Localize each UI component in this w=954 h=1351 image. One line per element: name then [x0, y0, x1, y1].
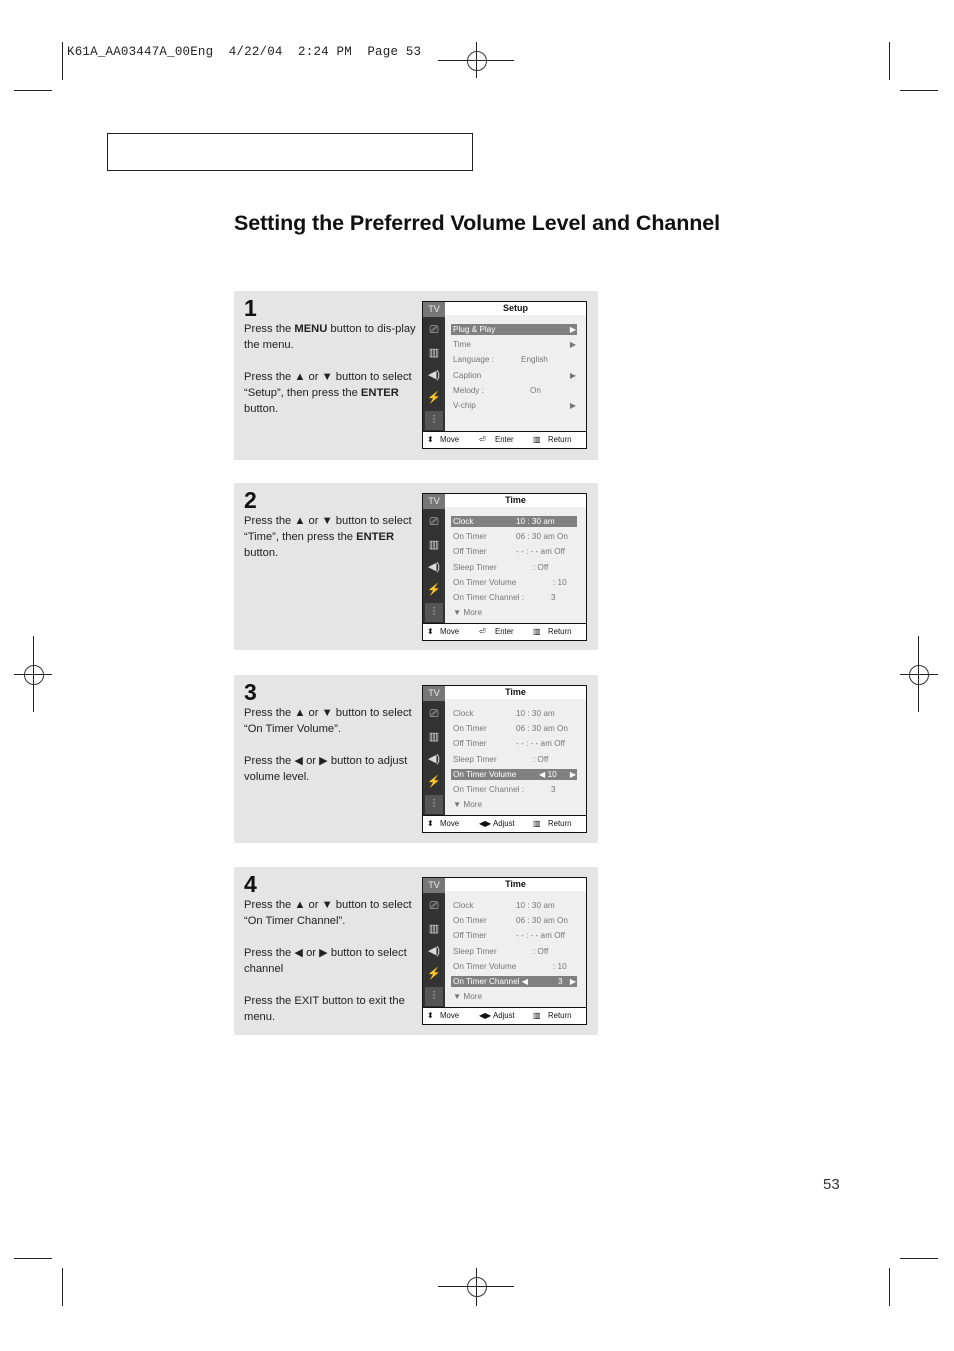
footer-return-label: Return [548, 819, 572, 828]
footer-move-label: Move [440, 435, 460, 444]
menu-item[interactable] [451, 354, 577, 365]
antenna-icon[interactable]: ⚡ [427, 391, 441, 404]
menu-item-label: Melody : [453, 385, 484, 395]
setup-icon[interactable]: ⫶ [425, 987, 443, 1006]
chevron-right-icon: ▶ [569, 401, 576, 410]
key-name: MENU [294, 323, 328, 335]
step-instructions [244, 321, 416, 433]
footer-move-label: Move [440, 627, 460, 636]
instruction-paragraph: Press the MENU button to dis-play the menu. [244, 323, 416, 351]
sound-icon[interactable]: ▥ [428, 538, 440, 551]
menu-item-value: 3 [551, 785, 556, 794]
menu-item-label: On Timer Channel : [453, 593, 524, 602]
menu-item-value: 10 : 30 am [516, 709, 555, 718]
step-panel [234, 483, 598, 650]
step-instructions [244, 705, 416, 801]
instruction-paragraph: Press the ◀ or ▶ button to adjust volume level. [244, 755, 408, 783]
menu-title: Time [505, 879, 526, 889]
menu-item-label: Clock [453, 517, 474, 526]
menu-sidebar [423, 686, 445, 815]
chevron-right-icon: ▶ [569, 370, 576, 380]
tv-label: TV [423, 878, 445, 893]
menu-item-value: ◀ 10 [539, 769, 557, 779]
move-icon: ⬍ [427, 627, 434, 636]
tv-label: TV [423, 686, 445, 701]
step-number: 4 [244, 871, 257, 897]
setup-icon[interactable]: ⫶ [425, 795, 443, 814]
footer-mid-label: Adjust [493, 819, 515, 828]
move-icon: ⬍ [427, 435, 434, 444]
step-number: 3 [244, 679, 257, 705]
move-icon: ⬍ [427, 819, 434, 828]
menu-item-value: 10 : 30 am [516, 517, 555, 526]
setup-icon[interactable]: ⫶ [425, 411, 443, 430]
menu-item[interactable] [451, 769, 577, 780]
footer-mid-label: Adjust [493, 1011, 515, 1020]
menu-item-value: 3 [558, 977, 563, 986]
menu-items [445, 699, 586, 815]
menu-item-label: Clock [453, 709, 474, 718]
return-icon: ▥ [533, 1011, 541, 1020]
menu-footer [423, 815, 586, 832]
move-icon: ⬍ [427, 1011, 434, 1020]
menu-item[interactable] [451, 531, 577, 542]
menu-item-value: : Off [533, 754, 549, 764]
sound-icon[interactable]: ▥ [428, 922, 440, 935]
page-title: Setting the Preferred Volume Level and Channel [234, 211, 721, 235]
menu-item[interactable] [451, 324, 577, 335]
step-instructions [244, 513, 416, 577]
menu-items [445, 507, 586, 623]
adjust-icon: ◀▶ [479, 819, 491, 828]
picture-icon[interactable]: ⎚ [429, 324, 439, 336]
menu-item[interactable] [451, 546, 577, 557]
menu-item-label: V-chip [453, 401, 476, 410]
menu-item[interactable] [451, 738, 577, 749]
step-number: 2 [244, 487, 257, 513]
key-name: ENTER [360, 387, 399, 399]
enter-icon: ⏎ [479, 435, 486, 444]
menu-item[interactable] [451, 577, 577, 588]
menu-item-value: 06 : 30 am On [516, 724, 568, 734]
menu-item-value: 3 [551, 593, 556, 602]
menu-items [445, 315, 586, 431]
picture-icon[interactable]: ⎚ [429, 516, 439, 528]
sound-icon[interactable]: ▥ [428, 346, 440, 359]
menu-screen [422, 685, 587, 833]
sound-icon[interactable]: ▥ [428, 730, 440, 743]
menu-item-label: On Timer Channel : [453, 785, 524, 794]
chapter-header-box [107, 133, 473, 171]
menu-item-value: : Off [533, 562, 549, 572]
menu-item[interactable] [451, 607, 577, 618]
print-slug: K61A_AA03447A_00Eng 4/22/04 2:24 PM Page 53 [67, 45, 422, 59]
menu-item[interactable] [451, 754, 577, 765]
footer-mid-label: Enter [495, 627, 514, 636]
menu-sidebar [423, 878, 445, 1007]
instruction-paragraph: Press the ▲ or ▼ button to select “On Timer Volume”. [244, 707, 412, 735]
step-instructions [244, 897, 416, 1041]
menu-title: Time [505, 495, 526, 505]
crop-mark [889, 1268, 890, 1306]
speaker-icon[interactable]: ◀) [427, 945, 441, 957]
menu-item-label: Clock [453, 901, 474, 910]
tv-label: TV [423, 302, 445, 317]
menu-item[interactable] [451, 516, 577, 527]
menu-title: Setup [502, 303, 528, 313]
menu-footer [423, 623, 586, 640]
menu-sidebar [423, 494, 445, 623]
menu-items [445, 891, 586, 1007]
menu-item[interactable] [451, 723, 577, 734]
menu-item[interactable] [451, 400, 577, 411]
menu-screen [422, 493, 587, 641]
menu-item-label: Sleep Timer [453, 946, 497, 956]
menu-title: Time [505, 687, 526, 697]
footer-return-label: Return [548, 1011, 572, 1020]
menu-item-label: On Timer Volume [453, 769, 517, 779]
menu-item-value: : 10 [553, 577, 567, 587]
menu-item[interactable] [451, 900, 577, 911]
menu-footer [423, 1007, 586, 1024]
menu-item-label: Caption [453, 370, 482, 380]
menu-item-label: Off Timer [453, 547, 487, 557]
picture-icon[interactable]: ⎚ [429, 708, 439, 720]
menu-screen [422, 301, 587, 449]
menu-item[interactable] [451, 976, 577, 987]
menu-item-value: English [521, 355, 548, 365]
instruction-paragraph: Press the EXIT button to exit the menu. [244, 995, 405, 1023]
crop-mark [14, 90, 52, 91]
footer-move-label: Move [440, 819, 460, 828]
footer-return-label: Return [548, 435, 572, 444]
menu-item-label: ▼ More [453, 800, 483, 810]
menu-item[interactable] [451, 961, 577, 972]
menu-item-value: 06 : 30 am On [516, 532, 568, 542]
menu-item[interactable] [451, 339, 577, 350]
picture-icon[interactable]: ⎚ [429, 900, 439, 912]
page-number: 53 [823, 1176, 840, 1193]
menu-footer [423, 431, 586, 448]
instruction-paragraph: Press the ◀ or ▶ button to select channel [244, 947, 407, 975]
step-number: 1 [244, 295, 257, 321]
menu-item[interactable] [451, 799, 577, 810]
enter-icon: ⏎ [479, 627, 486, 636]
footer-return-label: Return [548, 627, 572, 636]
menu-item-value: : 10 [553, 961, 567, 971]
menu-item-value: On [530, 385, 541, 395]
speaker-icon[interactable]: ◀) [427, 753, 441, 765]
menu-screen [422, 877, 587, 1025]
menu-item[interactable] [451, 784, 577, 795]
menu-item-label: On Timer [453, 724, 487, 734]
menu-item[interactable] [451, 991, 577, 1002]
menu-item[interactable] [451, 592, 577, 603]
menu-item-value: 06 : 30 am On [516, 916, 568, 926]
instruction-paragraph: Press the ▲ or ▼ button to select “On Timer Channel”. [244, 899, 412, 927]
menu-item[interactable] [451, 915, 577, 926]
antenna-icon[interactable]: ⚡ [427, 775, 441, 788]
menu-item-label: Off Timer [453, 931, 487, 941]
step-panel [234, 675, 598, 843]
menu-item-value: - - : - - am Off [516, 931, 565, 941]
adjust-icon: ◀▶ [479, 1011, 491, 1020]
antenna-icon[interactable]: ⚡ [427, 967, 441, 980]
menu-item[interactable] [451, 370, 577, 381]
menu-item-label: On Timer Volume [453, 577, 517, 587]
menu-item[interactable] [451, 708, 577, 719]
menu-item-value: 10 : 30 am [516, 901, 555, 910]
chevron-right-icon: ▶ [569, 769, 576, 779]
menu-item-label: Off Timer [453, 739, 487, 749]
step-panel [234, 291, 598, 460]
instruction-paragraph: Press the ▲ or ▼ button to select “Time”, then press the ENTER button. [244, 515, 412, 559]
chevron-right-icon: ▶ [569, 340, 576, 350]
menu-item[interactable] [451, 385, 577, 396]
crop-mark [900, 1258, 938, 1259]
menu-item[interactable] [451, 946, 577, 957]
footer-move-label: Move [440, 1011, 460, 1020]
menu-item-value: : Off [533, 946, 549, 956]
menu-item-label: Plug & Play [453, 325, 496, 334]
chevron-right-icon: ▶ [569, 325, 576, 334]
menu-item-label: On Timer [453, 916, 487, 926]
menu-item-label: On Timer Volume [453, 961, 517, 971]
menu-item-label: Sleep Timer [453, 754, 497, 764]
crop-mark [900, 90, 938, 91]
footer-mid-label: Enter [495, 435, 514, 444]
crop-mark [889, 42, 890, 80]
instruction-paragraph: Press the ▲ or ▼ button to select “Setup”, then press the ENTER button. [244, 371, 412, 415]
speaker-icon[interactable]: ◀) [427, 561, 441, 573]
menu-item-value: - - : - - am Off [516, 547, 565, 557]
crop-mark [14, 1258, 52, 1259]
return-icon: ▥ [533, 435, 541, 444]
chevron-right-icon: ▶ [569, 977, 576, 986]
step-panel [234, 867, 598, 1035]
menu-item[interactable] [451, 562, 577, 573]
menu-sidebar [423, 302, 445, 431]
speaker-icon[interactable]: ◀) [427, 369, 441, 381]
crop-mark [62, 42, 63, 80]
menu-item-label: ▼ More [453, 608, 483, 618]
menu-item-label: On Timer [453, 532, 487, 542]
menu-item-label: Time [453, 340, 471, 350]
setup-icon[interactable]: ⫶ [425, 603, 443, 622]
menu-item-label: On Timer Channel ◀ [453, 977, 529, 986]
menu-item-label: Language : [453, 355, 494, 365]
menu-item-value: - - : - - am Off [516, 739, 565, 749]
return-icon: ▥ [533, 627, 541, 636]
menu-item-label: ▼ More [453, 992, 483, 1002]
menu-item[interactable] [451, 930, 577, 941]
tv-label: TV [423, 494, 445, 509]
key-name: ENTER [356, 531, 395, 543]
return-icon: ▥ [533, 819, 541, 828]
menu-item-label: Sleep Timer [453, 562, 497, 572]
crop-mark [62, 1268, 63, 1306]
antenna-icon[interactable]: ⚡ [427, 583, 441, 596]
